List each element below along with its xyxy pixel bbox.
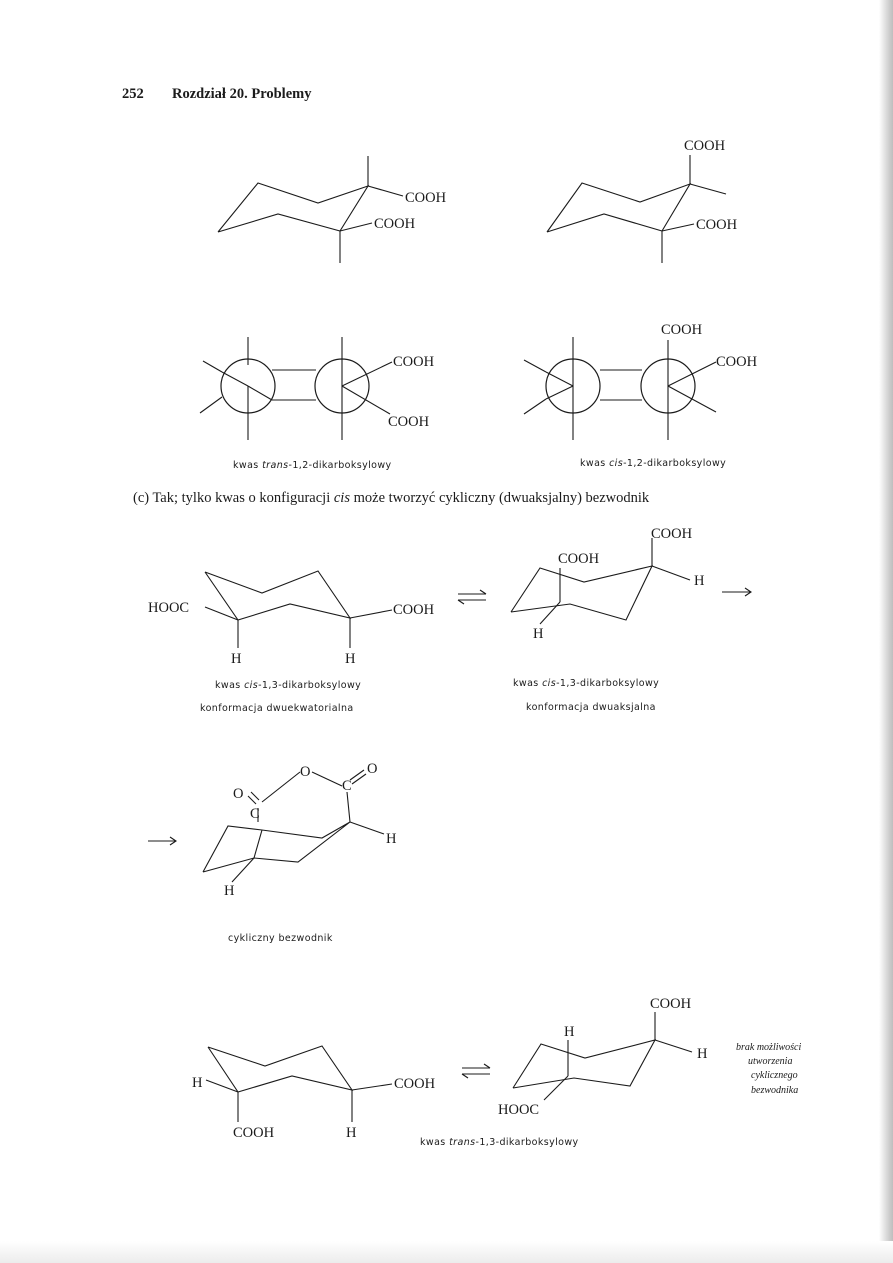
double-bond: [251, 792, 259, 800]
bond: [248, 386, 272, 400]
chair-ring: [547, 183, 690, 232]
bridge-bond: [254, 830, 262, 858]
chair-ring: [203, 822, 350, 872]
c-label: C: [250, 806, 260, 822]
chair-ring: [511, 566, 652, 620]
note-line: bezwodnika: [751, 1085, 799, 1096]
note-line: utworzenia: [748, 1056, 793, 1067]
bond: [350, 822, 384, 834]
caption-conformation-diaxial: konformacja dwuaksjalna: [526, 702, 656, 713]
cooh-label: COOH: [650, 996, 692, 1012]
bond: [524, 360, 546, 372]
cooh-label: COOH: [558, 551, 600, 567]
chair-ring: [205, 571, 350, 620]
bond: [312, 772, 342, 786]
chair-ring: [208, 1046, 352, 1092]
cooh-label: COOH: [651, 526, 693, 542]
bond: [203, 361, 222, 372]
equatorial-bond: [662, 224, 694, 231]
trans-1-2-newman: [200, 337, 435, 440]
bond: [222, 372, 248, 386]
bond: [524, 399, 546, 414]
cis-1-2-newman: [524, 322, 758, 440]
caption-cis-1-3-a: kwas cis-1,3-dikarboksylowy: [215, 680, 362, 691]
h-label: H: [694, 573, 705, 589]
cyclic-anhydride: [148, 761, 397, 899]
cooh-label: COOH: [388, 414, 430, 430]
running-head: [122, 86, 312, 102]
caption-trans-1-3: kwas trans-1,3-dikarboksylowy: [420, 1137, 579, 1148]
equatorial-bond: [350, 610, 392, 618]
equilibrium-arrow: [458, 590, 486, 604]
h-label: H: [564, 1024, 575, 1040]
equilibrium-arrow: [462, 1064, 490, 1078]
cooh-label: COOH: [393, 354, 435, 370]
caption-anhydride: cykliczny bezwodnik: [228, 933, 333, 944]
bond: [232, 858, 254, 882]
side-note: [736, 1042, 802, 1096]
reaction-arrow: [722, 588, 751, 596]
equatorial-bond: [652, 566, 690, 580]
double-bond: [350, 770, 364, 780]
note-line: brak możliwości: [736, 1042, 802, 1053]
equatorial-bond: [690, 184, 726, 194]
cis-1-3-diaxial-chair: [511, 526, 705, 642]
note-line: cyklicznego: [751, 1070, 798, 1081]
double-bond: [248, 796, 256, 804]
c-label: C: [342, 778, 352, 794]
paragraph-c: (c) Tak; tylko kwas o konfiguracji cis może tworzyć cykliczny (dwuaksjalny) bezwodnik: [133, 490, 650, 506]
hooc-label: HOOC: [498, 1102, 540, 1118]
equatorial-bond: [206, 1080, 238, 1092]
h-label: H: [192, 1075, 203, 1091]
trans-1-3-chair-b: [498, 996, 708, 1118]
bond: [200, 397, 222, 413]
equatorial-bond: [352, 1084, 392, 1090]
h-label: H: [224, 883, 235, 899]
hooc-label: HOOC: [148, 600, 190, 616]
equatorial-bond: [544, 1076, 568, 1100]
cooh-label: COOH: [684, 138, 726, 154]
bond: [546, 386, 573, 399]
cis-1-3-diequatorial-chair: [148, 571, 435, 667]
cooh-label: COOH: [661, 322, 703, 338]
h-label: H: [533, 626, 544, 642]
cooh-label: COOH: [405, 190, 447, 206]
bond: [342, 362, 392, 386]
h-label: H: [697, 1046, 708, 1062]
double-bond: [352, 774, 366, 784]
cooh-label: COOH: [393, 602, 435, 618]
bond: [262, 772, 300, 802]
chapter-title: Rozdział 20. Problemy: [172, 86, 312, 102]
cooh-label: COOH: [394, 1076, 436, 1092]
cooh-label: COOH: [716, 354, 758, 370]
equatorial-bond: [368, 186, 403, 196]
chair-ring: [513, 1040, 655, 1088]
caption-cis-1-2: kwas cis-1,2-dikarboksylowy: [580, 458, 727, 469]
caption-conformation-diequatorial: konformacja dwuekwatorialna: [200, 703, 354, 714]
h-label: H: [386, 831, 397, 847]
bond: [342, 386, 390, 414]
cis-1-2-chair: [547, 138, 738, 263]
bond: [546, 372, 573, 386]
caption-trans-1-2: kwas trans-1,2-dikarboksylowy: [233, 460, 392, 471]
trans-1-2-chair: [218, 156, 447, 263]
h-label: H: [346, 1125, 357, 1141]
equatorial-bond: [540, 602, 560, 624]
cooh-label: COOH: [696, 217, 738, 233]
o-label: O: [367, 761, 378, 777]
caption-cis-1-3-b: kwas cis-1,3-dikarboksylowy: [513, 678, 660, 689]
bond: [347, 792, 350, 822]
o-label: O: [300, 764, 311, 780]
cooh-label: COOH: [374, 216, 416, 232]
o-label: O: [233, 786, 244, 802]
chair-ring: [218, 183, 368, 232]
page-number: 252: [122, 86, 144, 102]
trans-1-3-chair-a: [192, 1046, 436, 1141]
equatorial-bond: [655, 1040, 692, 1052]
h-label: H: [345, 651, 356, 667]
cooh-label: COOH: [233, 1125, 275, 1141]
h-label: H: [231, 651, 242, 667]
